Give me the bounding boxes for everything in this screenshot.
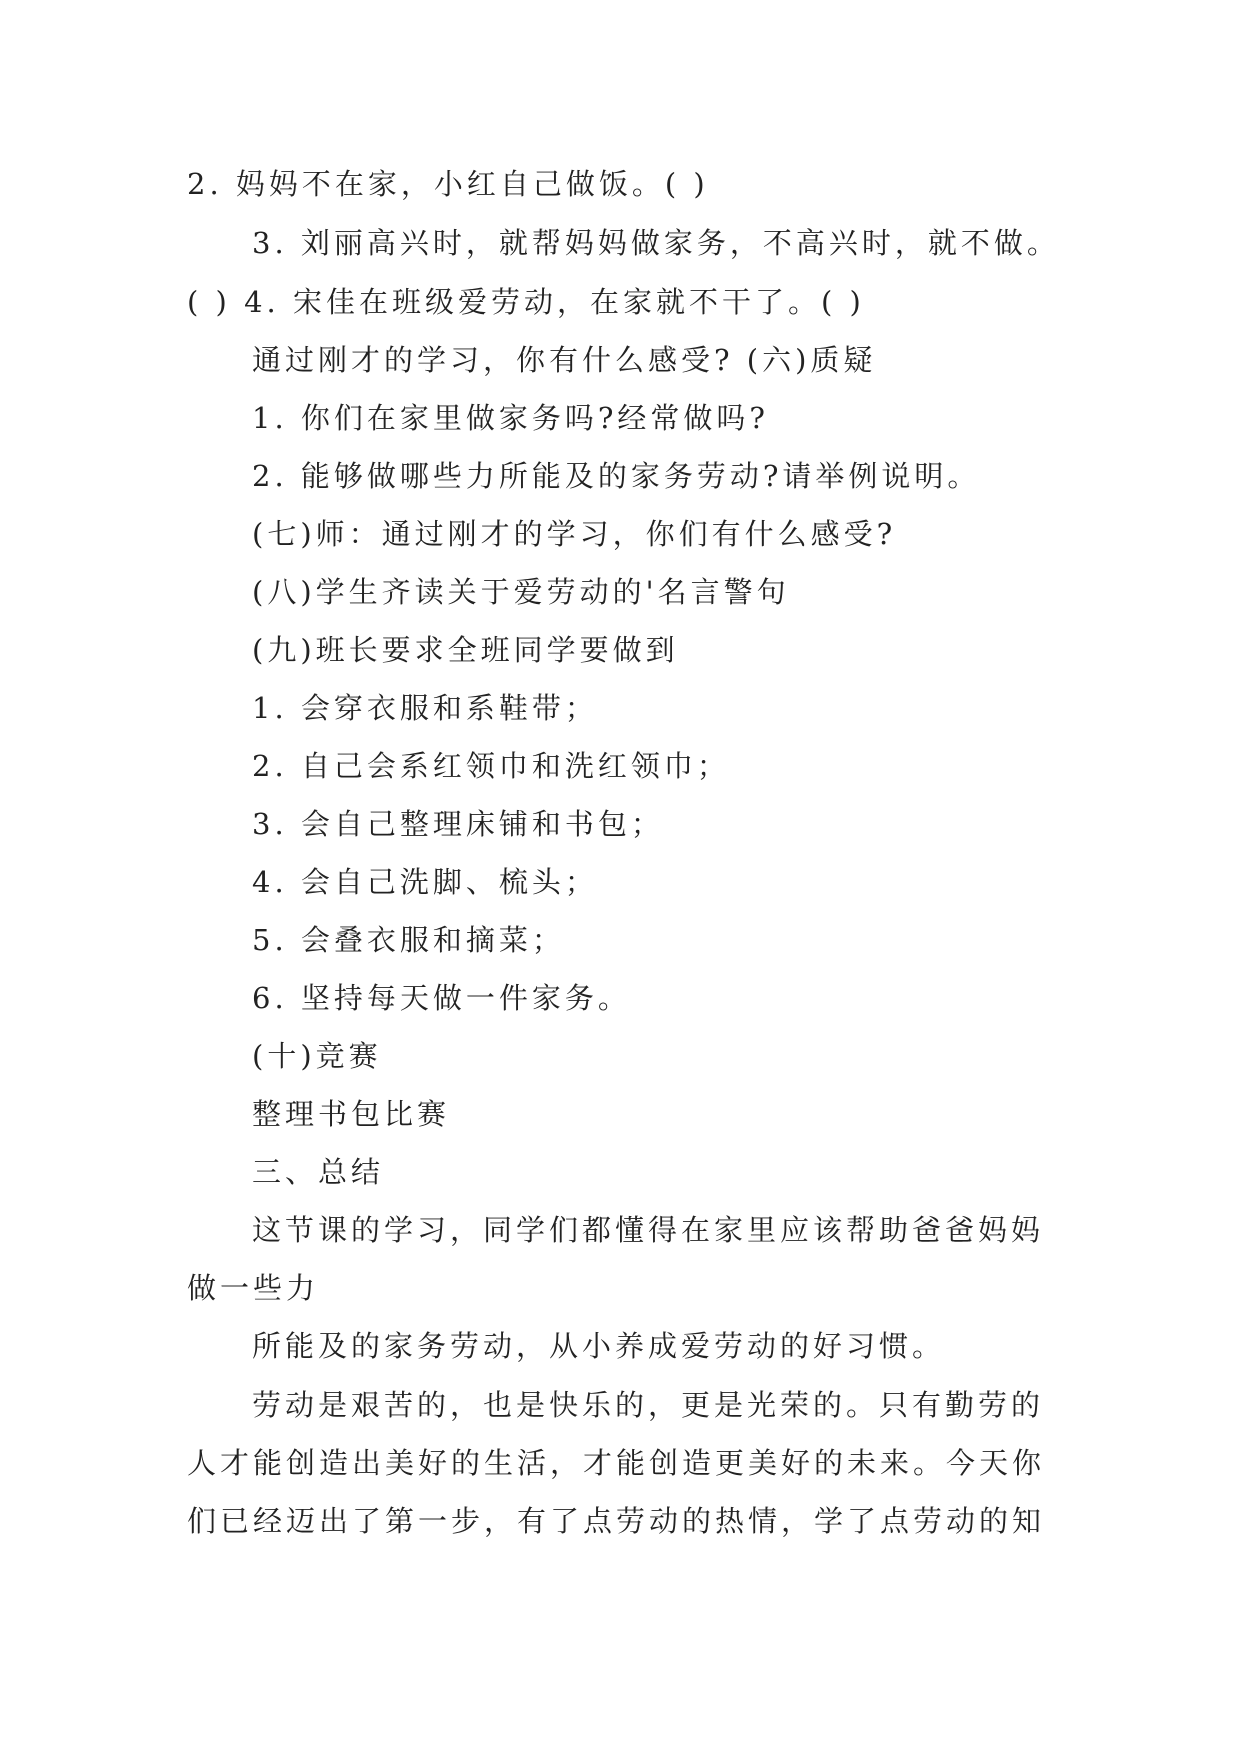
text-line: 5. 会叠衣服和摘菜； xyxy=(252,923,565,957)
text-line: 整理书包比赛 xyxy=(252,1097,451,1131)
text-line: 这节课的学习，同学们都懂得在家里应该帮助爸爸妈妈 xyxy=(252,1213,1045,1247)
text-line: 3. 会自己整理床铺和书包； xyxy=(252,807,664,841)
text-line: 所能及的家务劳动，从小养成爱劳动的好习惯。 xyxy=(252,1329,946,1363)
text-line: 2. 自己会系红领巾和洗红领巾； xyxy=(252,749,730,783)
text-line: 通过刚才的学习，你有什么感受? (六)质疑 xyxy=(252,343,877,377)
text-line: 1. 会穿衣服和系鞋带； xyxy=(252,691,598,725)
text-line: 1. 你们在家里做家务吗?经常做吗? xyxy=(252,401,769,435)
text-line: 做一些力 xyxy=(187,1271,320,1305)
text-line: 们已经迈出了第一步，有了点劳动的热情，学了点劳动的知 xyxy=(187,1504,1046,1538)
text-line: (七)师：通过刚才的学习，你们有什么感受? xyxy=(252,517,897,551)
text-line: ( ) 4. 宋佳在班级爱劳动，在家就不干了。( ) xyxy=(187,285,865,319)
text-line: 2. 能够做哪些力所能及的家务劳动?请举例说明。 xyxy=(252,459,981,493)
text-line: (十)竞赛 xyxy=(252,1039,382,1073)
text-line: (八)学生齐读关于爱劳动的'名言警句 xyxy=(252,575,790,609)
text-line: 人才能创造出美好的生活，才能创造更美好的未来。今天你 xyxy=(187,1446,1046,1480)
text-line: 6. 坚持每天做一件家务。 xyxy=(252,981,631,1015)
text-line: 3. 刘丽高兴时，就帮妈妈做家务，不高兴时，就不做。 xyxy=(252,226,1060,260)
text-line: 2. 妈妈不在家，小红自己做饭。( ) xyxy=(187,167,709,201)
text-line: (九)班长要求全班同学要做到 xyxy=(252,633,679,667)
text-line: 劳动是艰苦的，也是快乐的，更是光荣的。只有勤劳的 xyxy=(252,1388,1045,1422)
section-heading: 三、总结 xyxy=(252,1155,385,1189)
text-line: 4. 会自己洗脚、梳头； xyxy=(252,865,598,899)
